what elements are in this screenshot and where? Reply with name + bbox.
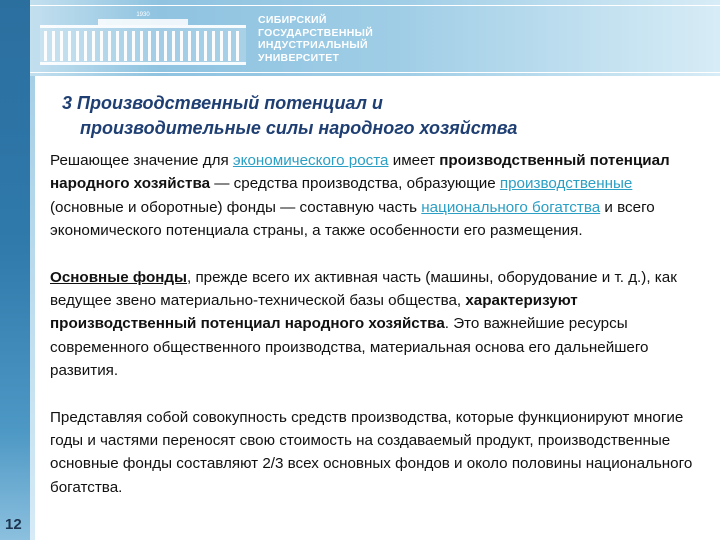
left-accent-bar [0,0,30,540]
text-run: (основные и оборотные) фонды — составную часть [50,198,422,216]
paragraph-spacer [50,383,700,406]
paragraph-spacer [50,243,700,266]
paragraph-production-potential [50,149,700,243]
slide-title-line-1: 3 Производственный потенциал и [62,93,383,113]
university-name-line: СИБИРСКИЙ [258,14,327,26]
paragraph-fixed-assets-share [50,406,700,500]
left-accent-strip [30,76,35,540]
slide-body [50,149,700,499]
university-name [258,14,418,64]
text-run: Представляя собой совокупность средств производства, которые функционируют многие годы и частями переносят свою стоимость на создаваемый продукт, производственные основные фонды составляют 2/3 всех основных фондов и около половины национального богатства. [50,408,693,496]
text-run: — средства производства, образующие [210,175,500,193]
slide-page-number: 12 [5,516,22,533]
text-run: . Это важнейшие ресурсы современного общественного производства, материальная основа его дальнейшего развития. [50,315,649,380]
university-name-line: УНИВЕРСИТЕТ [258,51,340,64]
bold-term-fixed-assets: Основные фонды [50,268,188,286]
building-year: 1930 [136,12,150,18]
text-run: , прежде всего их активная часть (машины, оборудование и т. д.), как ведущее звено материально-технической базы общества, [50,268,677,310]
slide-title [62,91,662,141]
header-banner [0,0,720,76]
text-run: имеет [388,152,440,169]
slide-title-line-2: производительные силы народного хозяйства [80,118,518,138]
university-name-line: ГОСУДАРСТВЕННЫЙ [258,26,374,39]
link-national-wealth[interactable]: национального богатства [421,198,601,216]
link-production-funds[interactable]: производственные [499,175,633,193]
text-run: Решающее значение для [50,152,233,169]
bold-term-production-potential: производственный потенциал народного хозяйства [50,152,670,193]
university-name-line: ИНДУСТРИАЛЬНЫЙ [258,39,368,51]
university-building-image [38,9,248,67]
text-run: и всего экономического потенциала страны, а также особенности его размещения. [50,198,655,240]
bold-phrase-characterize: характеризуют производственный потенциал народного хозяйства [50,292,578,333]
paragraph-fixed-assets [50,266,700,383]
link-economic-growth[interactable]: экономического роста [232,152,389,169]
